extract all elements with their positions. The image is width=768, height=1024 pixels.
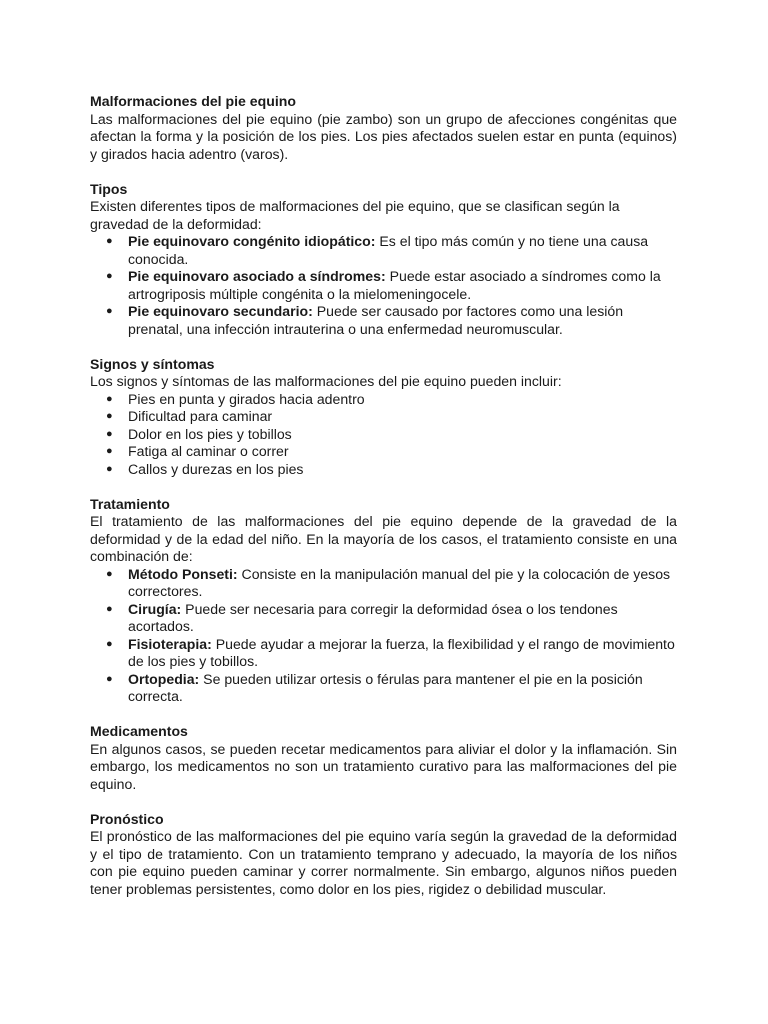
section-medicamentos: [90, 723, 677, 793]
list-item: ● Callos y durezas en los pies: [90, 461, 677, 479]
list-item: [90, 303, 677, 338]
list-item-text: Puede ayudar a mejorar la fuerza, la flexibilidad y el rango de movimiento de los pies y tobillos.: [128, 635, 675, 669]
list-item: [90, 636, 677, 671]
intro-paragraph: Las malformaciones del pie equino (pie zambo) son un grupo de afecciones congénitas que afectan la forma y la posición de los pies. Los pies afectados suelen estar en punta (equinos) y girados hacia adentro (varos).: [90, 110, 677, 162]
section-heading-signos: Signos y síntomas: [90, 355, 215, 372]
list-item: ● Dolor en los pies y tobillos: [90, 426, 677, 444]
section-pronostico: [90, 811, 677, 899]
section-heading-tipos: Tipos: [90, 180, 128, 197]
list-item-term: Pie equinovaro congénito idiopático:: [128, 233, 376, 249]
signos-paragraph: Los signos y síntomas de las malformaciones del pie equino pueden incluir:: [90, 373, 562, 389]
list-item-text: Es el tipo más común y no tiene una causa conocida.: [128, 233, 649, 267]
list-item-term: Pie equinovaro asociado a síndromes:: [128, 268, 386, 284]
list-item: [90, 566, 677, 601]
section-tratamiento: [90, 496, 677, 706]
list-item-term: Pie equinovaro secundario:: [128, 303, 313, 319]
list-item-term: Ortopedia:: [128, 670, 200, 687]
list-item-text: Puede ser necesaria para corregir la deformidad ósea o los tendones acortados.: [128, 600, 618, 634]
pronostico-paragraph: El pronóstico de las malformaciones del pie equino varía según la gravedad de la deformidad y el tipo de tratamiento. Con un tratamiento temprano y adecuado, la mayoría de los niños con pie equino pueden caminar y correr normalmente. Sin embargo, algunos niños pueden tener problemas persistentes, como dolor en los pies, rigidez o debilidad muscular.: [90, 828, 677, 897]
section-intro: [90, 93, 677, 163]
tratamiento-paragraph: El tratamiento de las malformaciones del pie equino depende de la gravedad de la deformidad y de la edad del niño. En la mayoría de los casos, el tratamiento consiste en una combinación de:: [90, 513, 677, 564]
list-item-text: Consiste en la manipulación manual del pie y la colocación de yesos correctores.: [128, 565, 671, 599]
medicamentos-paragraph: En algunos casos, se pueden recetar medicamentos para aliviar el dolor y la inflamación. Sin embargo, los medicamentos no son un tratamiento curativo para las malformaciones del pie equino.: [90, 740, 677, 792]
list-item: [90, 233, 677, 268]
list-item: [90, 601, 677, 636]
list-item-text: Se pueden utilizar ortesis o férulas para mantener el pie en la posición correcta.: [128, 670, 643, 704]
list-item: ● Pies en punta y girados hacia adentro: [90, 391, 677, 409]
list-item: ● Dificultad para caminar: [90, 408, 677, 426]
section-tipos: [90, 181, 677, 339]
signos-list: [90, 391, 677, 479]
tipos-paragraph: Existen diferentes tipos de malformaciones del pie equino, que se clasifican según la gravedad de la deformidad:: [90, 198, 620, 232]
list-item-term: Cirugía:: [128, 600, 182, 617]
list-item: [90, 671, 677, 706]
section-heading-medicamentos: Medicamentos: [90, 723, 188, 739]
list-item-text: Puede ser causado por factores como una lesión prenatal, una infección intrauterina o una enfermedad neuromuscular.: [128, 303, 624, 337]
list-item-term: Fisioterapia:: [128, 635, 212, 652]
section-heading-tratamiento: Tratamiento: [90, 495, 170, 512]
section-heading-pronostico: Pronóstico: [90, 810, 164, 827]
list-item-term: Método Ponseti:: [128, 565, 238, 582]
document-content: [90, 93, 677, 898]
document-title: Malformaciones del pie equino: [90, 93, 296, 109]
list-item-text: Puede estar asociado a síndromes como la artrogriposis múltiple congénita o la mielomeningocele.: [128, 268, 661, 302]
tratamiento-list: [90, 566, 677, 706]
list-item: ● Fatiga al caminar o correr: [90, 443, 677, 461]
section-signos: [90, 356, 677, 479]
tipos-list: [90, 233, 677, 338]
list-item: [90, 268, 677, 303]
